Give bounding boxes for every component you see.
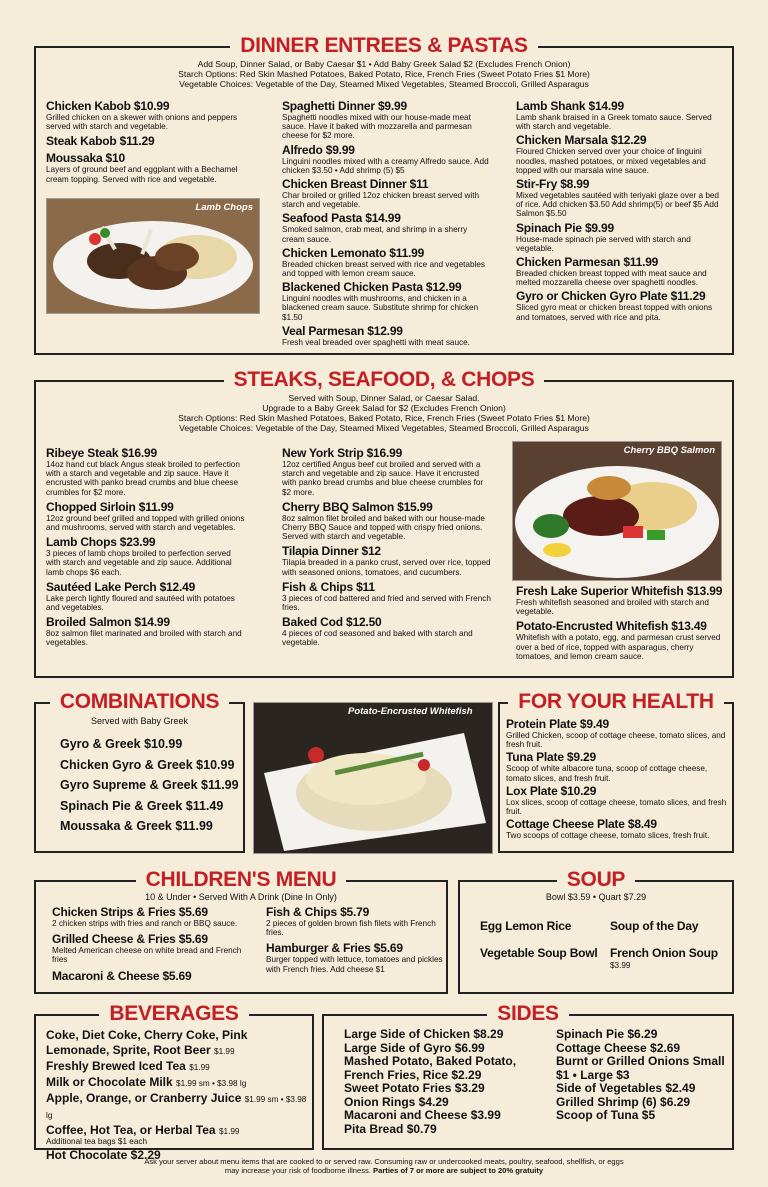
beverages-section [34, 1002, 314, 1163]
menu-item [282, 144, 492, 175]
lamb-chops-caption: Lamb Chops [195, 202, 253, 213]
menu-item-name: Sautéed Lake Perch $12.49 [46, 579, 196, 594]
sides-column-1 [344, 1028, 544, 1136]
menu-item-name: Grilled Cheese & Fries $5.69 [52, 932, 208, 947]
steaks-column-3 [516, 585, 726, 665]
soup-subtitle: Bowl $3.59 • Quart $7.29 [545, 892, 647, 902]
menu-item [46, 581, 246, 612]
list-item: Sweet Potato Fries $3.29 [344, 1081, 485, 1095]
menu-item [516, 222, 726, 253]
steaks-column-1 [46, 447, 246, 652]
menu-item-description: Lamb shank braised in a Greek tomato sauce. Served with starch and vegetable. [516, 113, 712, 132]
menu-item [282, 247, 492, 278]
menu-item-description: House-made spinach pie served with starch and vegetable. [516, 234, 691, 253]
menu-item-description: 8oz salmon filet marinated and broiled with starch and vegetables. [46, 629, 242, 648]
menu-item-name: Seafood Pasta $14.99 [282, 211, 401, 226]
potato-whitefish-image [254, 703, 492, 853]
menu-item-name: Chicken Kabob $10.99 [46, 99, 170, 113]
beverage-price: $1.99 sm • $3.98 lg [46, 1095, 307, 1120]
list-item: Mashed Potato, Baked Potato, French Fries, Rice $2.29 [344, 1054, 517, 1082]
list-item: Scoop of Tuna $5 [556, 1108, 656, 1122]
menu-item-name: Lox Plate $10.29 [506, 783, 597, 798]
list-item: Grilled Shrimp (6) $6.29 [556, 1094, 691, 1109]
menu-item-name: Gyro or Chicken Gyro Plate $11.29 [516, 289, 706, 304]
menu-item [282, 616, 492, 647]
menu-item-description: Spaghetti noodles mixed with our house-made meat sauce. Have it baked with mozzarella and parmesan cheese for $2 more. [282, 113, 472, 141]
menu-item-name: Hamburger & Fries $5.69 [266, 941, 403, 956]
menu-item [46, 135, 242, 148]
combinations-section [34, 690, 245, 853]
health-section [498, 690, 734, 853]
list-item: Spinach Pie & Greek $11.49 [60, 798, 224, 813]
menu-item-name: Chopped Sirloin $11.99 [46, 499, 174, 514]
menu-item-name: Cherry BBQ Salmon $15.99 [282, 499, 433, 514]
list-item: Large Side of Gyro $6.99 [344, 1040, 485, 1055]
menu-item [46, 536, 246, 577]
list-item: Cottage Cheese $2.69 [556, 1040, 681, 1055]
list-item: Moussaka & Greek $11.99 [60, 819, 213, 833]
combinations-list [60, 734, 245, 837]
menu-item-description: 8oz salmon filet broiled and baked with our house-made Cherry BBQ Sauce and topped with crispy fried onions. Served with starch and vegetable. [282, 513, 485, 542]
menu-item-description: Two scoops of cottage cheese, tomato slices, fresh fruit. [506, 831, 710, 841]
menu-item [266, 942, 446, 973]
menu-item [506, 818, 732, 840]
menu-item-name: Baked Cod $12.50 [282, 615, 382, 630]
beverage-price: $1.99 [189, 1063, 210, 1072]
menu-item [516, 256, 726, 287]
list-item: Gyro & Greek $10.99 [60, 737, 183, 751]
menu-item-description: 2 pieces of golden brown fish filets with French fries. [266, 919, 436, 938]
menu-item-description: Linguini noodles mixed with a creamy Alfredo sauce. Add chicken $3.50 • Add shrimp (5) $5 [282, 156, 489, 175]
menu-item-name: New York Strip $16.99 [282, 446, 403, 460]
menu-item-description: 3 pieces of lamb chops broiled to perfection served with starch and vegetable and zip sauce. Additional lamb chops $6 each. [46, 549, 232, 577]
steaks-column-2 [282, 447, 492, 652]
dinner-column-3 [516, 100, 726, 325]
dinner-subtitle: Add Soup, Dinner Salad, or Baby Caesar $1 • Add Baby Greek Salad $2 (Excludes French Onion) Starch Options: Red Skin Mashed Potatoes, Baked Potato, Rice, French Fries (Sweet Potato Fries $1 More) Vegetable Choices: Vegetable of the Day, Steamed Mixed Vegetables, Steamed Broccoli, Grilled Asparagus [178, 59, 590, 89]
menu-item [516, 134, 726, 175]
potato-whitefish-caption: Potato-Encrusted Whitefish [348, 706, 473, 717]
menu-item-description: Char broiled or grilled 12oz chicken breast served with starch and vegetable. [282, 191, 480, 210]
menu-item-name: Steak Kabob $11.29 [46, 134, 155, 149]
menu-item-description: Lake perch lightly floured and sautéed with potatoes and vegetables. [46, 593, 235, 613]
menu-item-description: Burger topped with lettuce, tomatoes and pickles with French fries. Add cheese $1 [266, 955, 443, 974]
menu-item-description: 14oz hand cut black Angus steak broiled to perfection with a starch and vegetable and zip sauce. Have it encrusted with panko bread crumbs and blue cheese crumbles for $2 more. [46, 460, 240, 497]
menu-item [282, 581, 492, 612]
menu-item-description: Whitefish with a potato, egg, and parmesan crust served over a bed of rice, topped with asparagus, cherry tomatoes, and lemon cream sauce. [516, 633, 721, 661]
menu-item [266, 906, 446, 937]
beverage-item [46, 1091, 312, 1123]
menu-item-description: Fresh veal breaded over spaghetti with meat sauce. [282, 337, 470, 347]
soup-title: SOUP [557, 868, 635, 891]
menu-item-description: 12oz certified Angus beef cut broiled and served with a starch and vegetable and zip sauce. Have it encrusted with panko bread crumbs and blue cheese crumbles for $2 more. [282, 460, 484, 497]
children-column-2 [266, 906, 446, 979]
list-item: Macaroni and Cheese $3.99 [344, 1108, 501, 1122]
menu-item-name: Stir-Fry $8.99 [516, 177, 590, 192]
children-title: CHILDREN'S MENU [136, 868, 347, 891]
menu-item [46, 152, 242, 183]
list-item: Spinach Pie $6.29 [556, 1027, 658, 1041]
menu-item-description: Smoked salmon, crab meat, and shrimp in a sherry cream sauce. [282, 225, 468, 244]
menu-item-name: Tilapia Dinner $12 [282, 544, 381, 559]
menu-item-name: Moussaka $10 [46, 151, 125, 166]
menu-item-description: Breaded chicken breast topped with meat sauce and melted mozzarella cheese over spaghetti noodles. [516, 269, 707, 288]
beverages-list [46, 1028, 312, 1163]
menu-item-name: Fresh Lake Superior Whitefish $13.99 [516, 584, 723, 598]
cherry-bbq-salmon-photo [512, 441, 722, 581]
menu-item-name: Chicken Marsala $12.29 [516, 133, 647, 148]
soup-item: Soup of the Day [610, 919, 699, 933]
beverage-name: Freshly Brewed Iced Tea [46, 1059, 186, 1073]
list-item: Burnt or Grilled Onions Small $1 • Large $3 [556, 1054, 725, 1082]
menu-item [282, 545, 492, 576]
menu-item [46, 447, 246, 497]
sides-section [322, 1002, 734, 1150]
list-item: Side of Vegetables $2.49 [556, 1081, 696, 1095]
health-title: FOR YOUR HEALTH [508, 690, 723, 713]
dinner-column-2 [282, 100, 492, 350]
beverage-item: Hot Chocolate $2.29 [46, 1148, 161, 1163]
cherry-bbq-salmon-caption: Cherry BBQ Salmon [623, 445, 715, 456]
menu-item-name: Protein Plate $9.49 [506, 717, 609, 731]
menu-item [506, 718, 732, 749]
beverage-price: $1.99 [214, 1047, 235, 1056]
list-item: Large Side of Chicken $8.29 [344, 1027, 504, 1041]
beverage-name: Apple, Orange, or Cranberry Juice [46, 1091, 242, 1105]
list-item: Pita Bread $0.79 [344, 1121, 437, 1136]
menu-item-name: Chicken Breast Dinner $11 [282, 177, 429, 192]
menu-item [52, 933, 252, 964]
beverage-name: Milk or Chocolate Milk [46, 1075, 173, 1089]
french-onion-price: $3.99 [610, 961, 631, 970]
menu-item [52, 970, 252, 983]
menu-item [46, 501, 246, 532]
menu-item [506, 751, 732, 782]
menu-item [282, 281, 492, 322]
menu-item-description: Breaded chicken breast served with rice and vegetables and topped with lemon cream sauce. [282, 259, 485, 279]
beverage-item [46, 1075, 312, 1091]
soup-item: French Onion Soup [610, 946, 718, 960]
menu-item-description: Tilapia breaded in a panko crust, served over rice, topped with seasoned onions, tomatoes, and cucumbers. [282, 558, 491, 577]
menu-item-name: Chicken Parmesan $11.99 [516, 255, 659, 270]
steaks-subtitle: Served with Soup, Dinner Salad, or Caesar Salad. Upgrade to a Baby Greek Salad for $2 (Excludes French Onion) Starch Options: Red Skin Mashed Potatoes, Baked Potato, Rice, French Fries (Sweet Potato Fries $1 More) Vegetable Choices: Vegetable of the Day, Steamed Mixed Vegetables, Steamed Broccoli, Grilled Asparagus [178, 393, 590, 433]
menu-item-description: Melted American cheese on white bread and French fries [52, 946, 242, 965]
list-item: Chicken Gyro & Greek $10.99 [60, 757, 235, 772]
menu-item-description: 3 pieces of cod battered and fried and served with French fries. [282, 593, 491, 613]
menu-item [516, 585, 726, 616]
menu-item [52, 906, 252, 928]
beverage-price: $1.99 sm • $3.98 lg [176, 1079, 247, 1088]
menu-item [282, 325, 492, 347]
beverage-name: Coffee, Hot Tea, or Herbal Tea [46, 1123, 216, 1137]
menu-item-name: Macaroni & Cheese $5.69 [52, 968, 192, 983]
menu-item [516, 620, 726, 661]
menu-item-description: Grilled chicken on a skewer with onions and peppers served with starch and vegetable. [46, 113, 238, 132]
dinner-section [34, 34, 734, 355]
menu-item-name: Chicken Lemonato $11.99 [282, 245, 425, 260]
menu-item [282, 447, 492, 497]
dinner-column-1 [46, 100, 242, 188]
menu-item-description: Floured Chicken served over your choice of linguini noodles, mashed potatoes, or mixed vegetables and topped with our marsala wine sauce. [516, 147, 706, 175]
menu-item-name: Tuna Plate $9.29 [506, 750, 596, 765]
potato-whitefish-photo [253, 702, 493, 854]
menu-item [46, 616, 246, 647]
menu-item-name: Blackened Chicken Pasta $12.99 [282, 280, 462, 295]
menu-item [516, 178, 726, 219]
menu-item-name: Veal Parmesan $12.99 [282, 323, 403, 338]
cherry-bbq-salmon-image [513, 442, 721, 580]
menu-item-name: Chicken Strips & Fries $5.69 [52, 905, 208, 919]
menu-item-name: Ribeye Steak $16.99 [46, 446, 157, 460]
children-subtitle: 10 & Under • Served With A Drink (Dine In Only) [145, 892, 337, 902]
beverage-price: $1.99 [218, 1127, 240, 1136]
list-item: Gyro Supreme & Greek $11.99 [60, 778, 239, 792]
beverage-item [46, 1059, 312, 1075]
menu-item-description: Scoop of white albacore tuna, scoop of cottage cheese, tomato slices, and fresh fruit. [506, 764, 708, 783]
beverage-name: Coke, Diet Coke, Cherry Coke, Pink Lemonade, Sprite, Root Beer [46, 1028, 248, 1057]
menu-item-name: Lamb Shank $14.99 [516, 99, 624, 113]
steaks-section [34, 368, 734, 678]
menu-item-description: Lox slices, scoop of cottage cheese, tomato slices, and fresh fruit. [506, 797, 727, 817]
menu-item-name: Fish & Chips $5.79 [266, 905, 370, 919]
health-list [506, 718, 732, 842]
menu-item-name: Broiled Salmon $14.99 [46, 615, 170, 630]
menu-item-name: Spaghetti Dinner $9.99 [282, 99, 407, 113]
children-column-1 [52, 906, 252, 988]
menu-item-description: Sliced gyro meat or chicken breast topped with onions and tomatoes, served with rice and pita. [516, 303, 713, 322]
lamb-chops-photo [46, 198, 260, 314]
steaks-title: STEAKS, SEAFOOD, & CHOPS [224, 368, 545, 391]
beverages-title: BEVERAGES [99, 1002, 248, 1025]
sides-column-2 [556, 1028, 726, 1123]
lamb-chops-image [47, 199, 259, 313]
dinner-title: DINNER ENTREES & PASTAS [230, 34, 538, 57]
menu-item [282, 178, 492, 209]
menu-item-name: Spinach Pie $9.99 [516, 220, 614, 235]
menu-item-description: Layers of ground beef and eggplant with a Bechamel cream topping. Served with rice and vegetable. [46, 165, 238, 184]
sides-title: SIDES [487, 1002, 569, 1025]
menu-item [282, 501, 492, 542]
menu-item-description: 4 pieces of cod seasoned and baked with starch and vegetable. [282, 629, 473, 648]
menu-item-name: Fish & Chips $11 [282, 579, 375, 594]
beverage-note: Additional tea bags $1 each [46, 1137, 148, 1146]
menu-item-name: Cottage Cheese Plate $8.49 [506, 817, 657, 832]
menu-item-name: Potato-Encrusted Whitefish $13.49 [516, 619, 707, 634]
menu-item [46, 100, 242, 131]
menu-item-description: 12oz ground beef grilled and topped with grilled onions and mushrooms, served with starch and vegetables. [46, 513, 245, 533]
menu-item [516, 290, 726, 321]
list-item: Onion Rings $4.29 [344, 1094, 449, 1109]
menu-item-description: Grilled Chicken, scoop of cottage cheese, tomato slices, and fresh fruit. [506, 731, 726, 750]
menu-item-description: 2 chicken strips with fries and ranch or BBQ sauce. [52, 919, 238, 928]
children-section [34, 868, 448, 994]
menu-item [282, 100, 492, 141]
menu-item-description: Fresh whitefish seasoned and broiled with starch and vegetable. [516, 598, 709, 617]
menu-item-description: Mixed vegetables sautéed with teriyaki glaze over a bed of rice. Add chicken $3.50 Add shrimp(5) or beef $5 Add Salmon $5.50 [516, 191, 719, 219]
menu-item [282, 212, 492, 243]
menu-item [506, 785, 732, 816]
menu-item-name: Alfredo $9.99 [282, 142, 355, 157]
menu-item-name: Lamb Chops $23.99 [46, 535, 156, 550]
menu-item-description: Linguini noodles with mushrooms, and chicken in a blackened cream sauce. Substitute shrimp for chicken $1.50 [282, 294, 479, 322]
menu-item [516, 100, 726, 131]
soup-item: Egg Lemon Rice [480, 919, 572, 933]
soup-item: Vegetable Soup Bowl [480, 946, 598, 960]
beverage-item [46, 1028, 312, 1059]
combinations-subtitle: Served with Baby Greek [90, 716, 189, 726]
combinations-title: COMBINATIONS [50, 690, 229, 713]
footer-note: Ask your server about menu items that are cooked to or served raw. Consuming raw or undercooked meats, poultry, seafood, shellfish, or eggs may increase your risk of foodborne illness. Parties of 7 or more are subject to 20% gratuity [144, 1157, 624, 1175]
soup-section [458, 868, 734, 994]
